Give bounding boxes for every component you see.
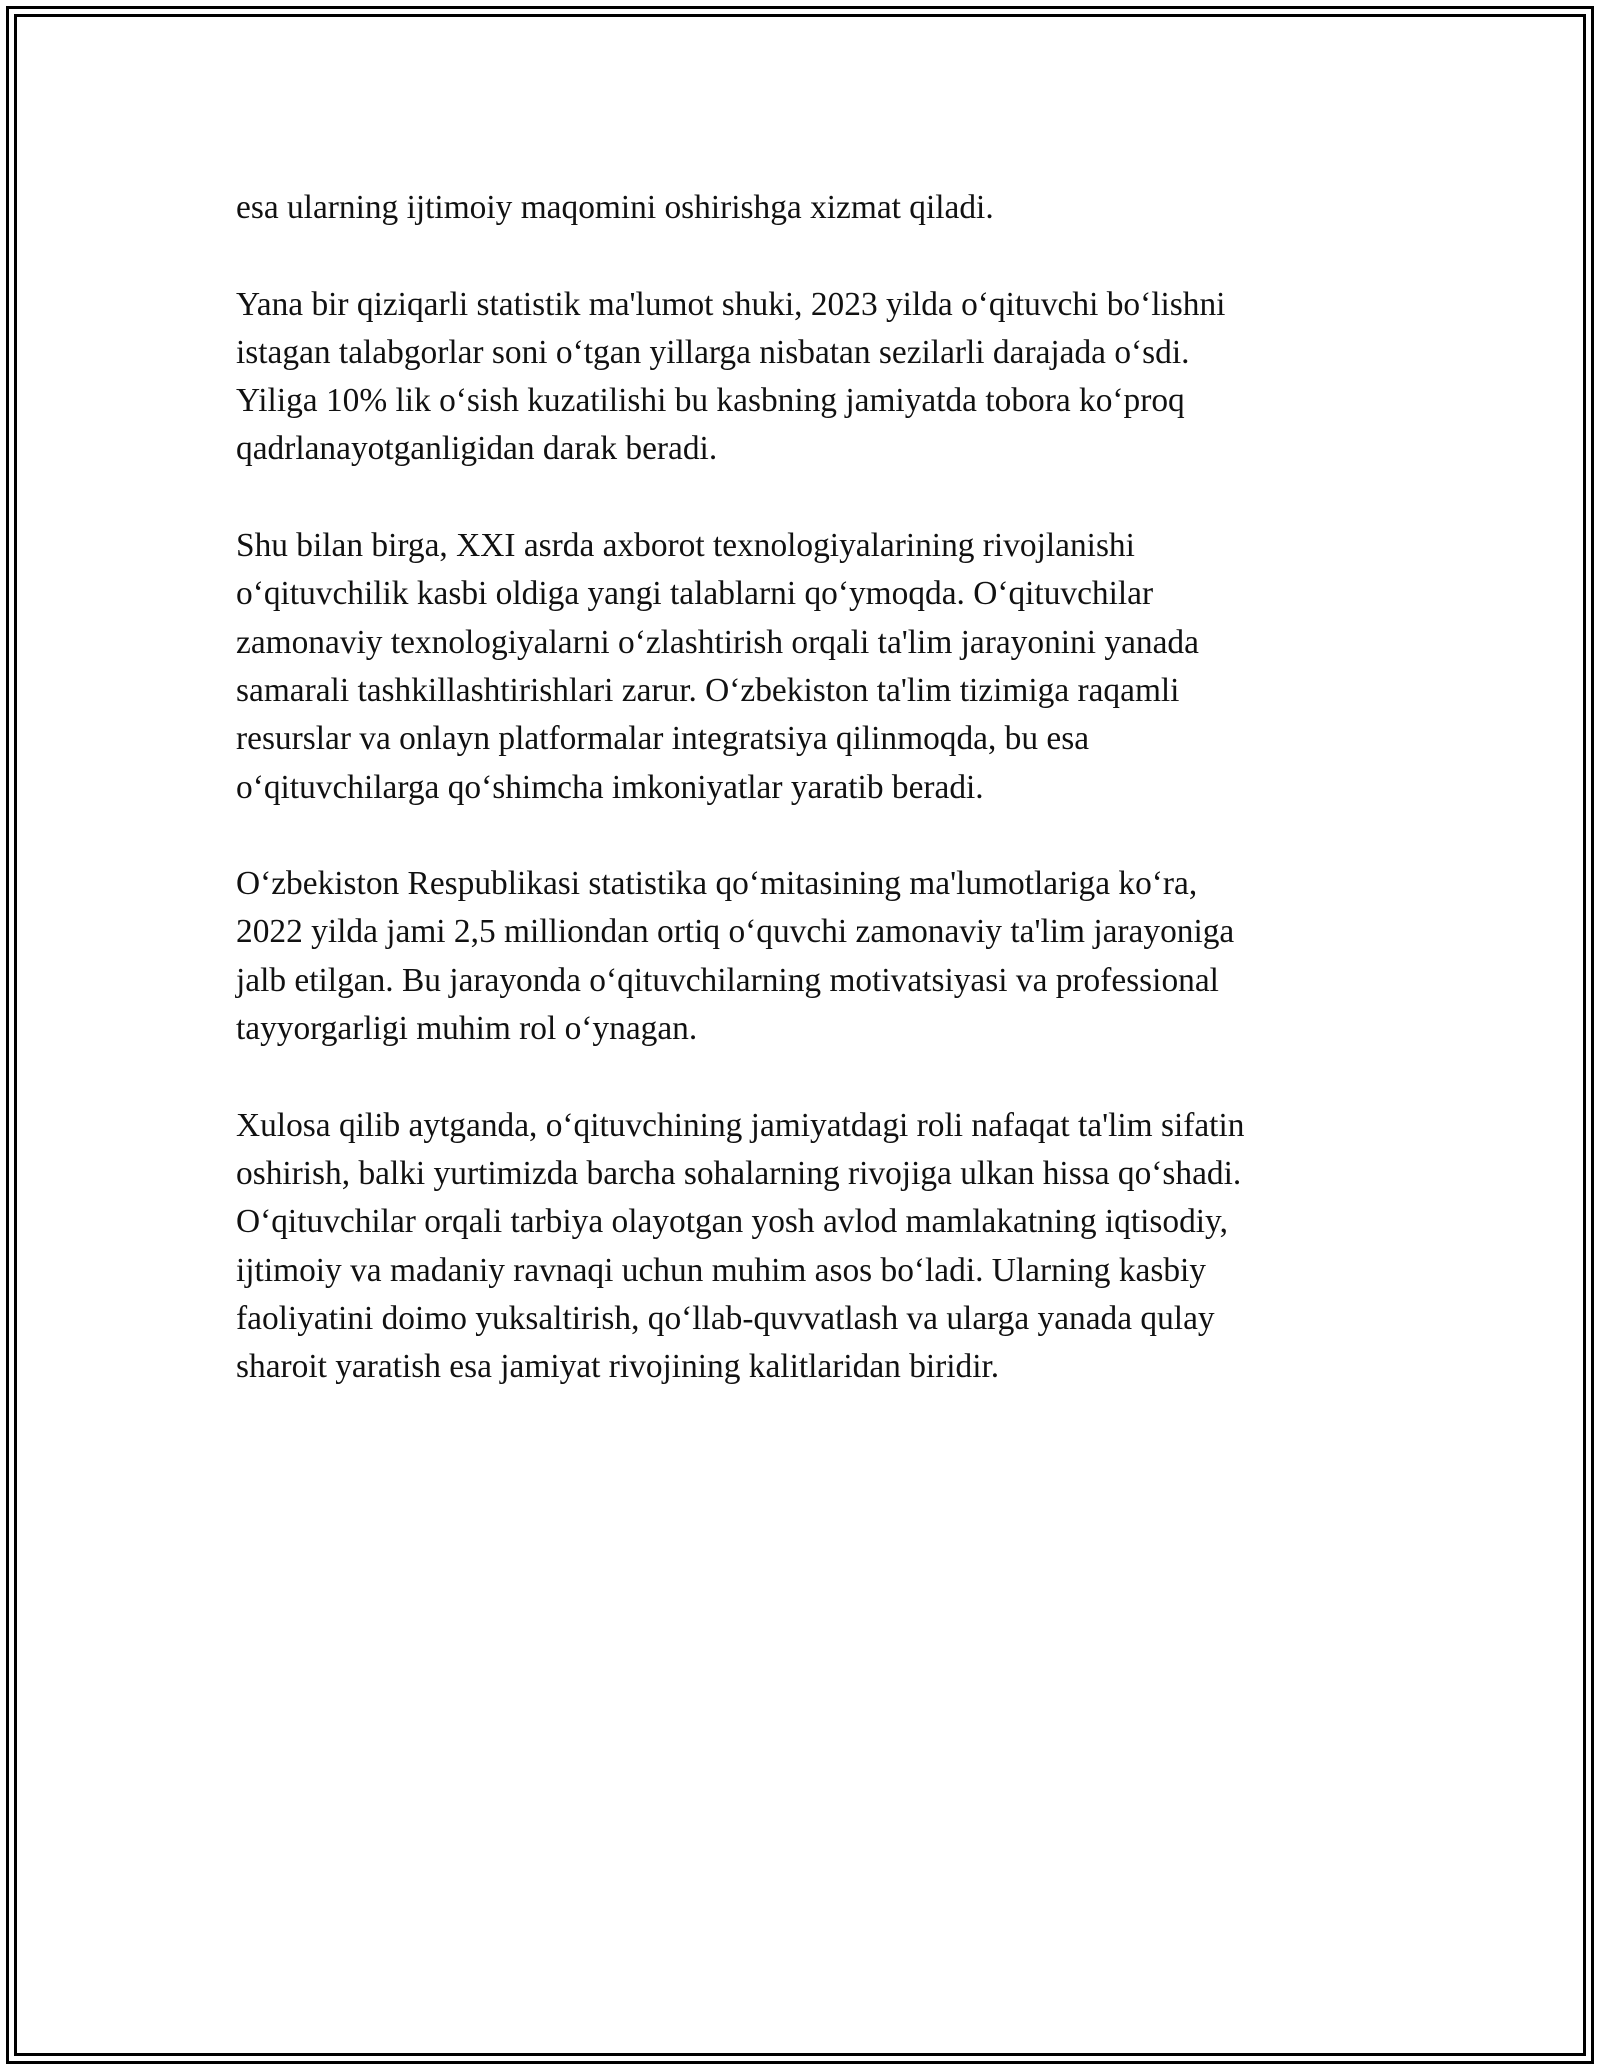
paragraph-statistics-committee: O‘zbekiston Respublikasi statistika qo‘mitasining ma'lumotlariga ko‘ra, 2022 yilda jami 2,5 milliondan ortiq o‘quvchi zamonaviy ta'lim jarayoniga jalb etilgan. Bu jarayonda o‘qituvchilarning motivatsiyasi va professional tayyorgarligi muhim rol o‘ynagan. bbox=[236, 865, 1235, 1048]
document-body bbox=[236, 184, 1376, 1440]
paragraph-conclusion: Xulosa qilib aytganda, o‘qituvchining jamiyatdagi roli nafaqat ta'lim sifatin oshirish, balki yurtimizda barcha sohalarning rivojiga ulkan hissa qo‘shadi. O‘qituvchilar orqali tarbiya olayotgan yosh avlod mamlakatning iqtisodiy, ijtimoiy va madaniy ravnaqi uchun muhim asos bo‘ladi. Ularning kasbiy faoliyatini doimo yuksaltirish, qo‘llab-quvvatlash va ularga yanada qulay sharoit yaratish esa jamiyat rivojining kalitlaridan biridir. bbox=[236, 1106, 1245, 1386]
paragraph-statistics-2023: Yana bir qiziqarli statistik ma'lumot shuki, 2023 yilda o‘qituvchi bo‘lishni istagan talabgorlar soni o‘tgan yillarga nisbatan sezilarli darajada o‘sdi. Yiliga 10% lik o‘sish kuzatilishi bu kasbning jamiyatda tobora ko‘proq qadrlanayotganligidan darak beradi. bbox=[236, 285, 1226, 468]
paragraph-information-technologies: Shu bilan birga, XXI asrda axborot texnologiyalarining rivojlanishi o‘qituvchilik kasbi oldiga yangi talablarni qo‘ymoqda. O‘qituvchilar zamonaviy texnologiyalarni o‘zlashtirish orqali ta'lim jarayonini yanada samarali tashkillashtirishlari zarur. O‘zbekiston ta'lim tizimiga raqamli resurslar va onlayn platformalar integratsiya qilinmoqda, bu esa o‘qituvchilarga qo‘shimcha imkoniyatlar yaratib beradi. bbox=[236, 527, 1199, 806]
paragraph-continuation: esa ularning ijtimoiy maqomini oshirishga xizmat qiladi. bbox=[236, 189, 994, 226]
